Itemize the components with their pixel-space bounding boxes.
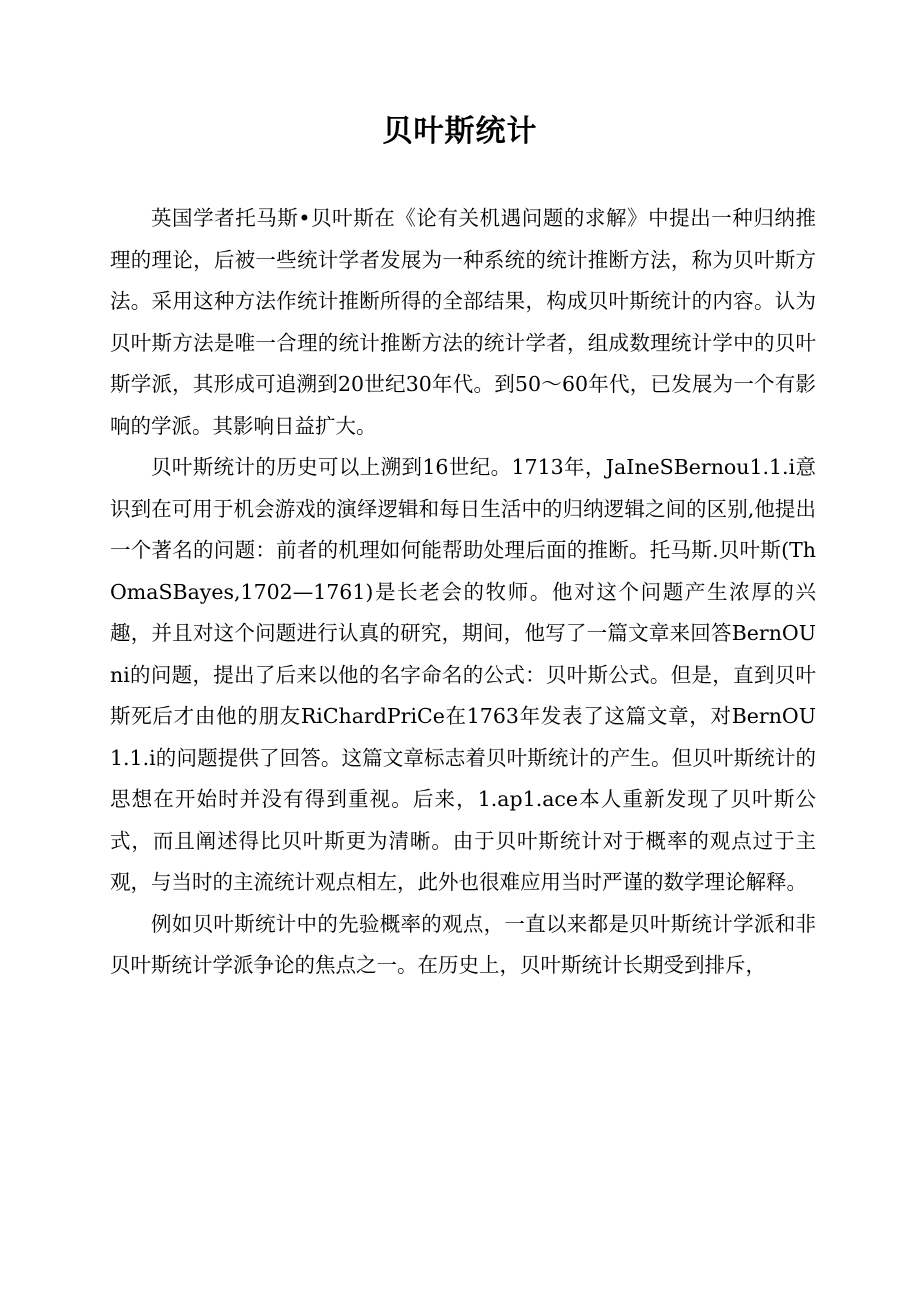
paragraph-prior-debate: 例如贝叶斯统计中的先验概率的观点，一直以来都是贝叶斯统计学派和非贝叶斯统计学派争论的焦点之一。在历史上，贝叶斯统计长期受到排斥， — [110, 911, 816, 977]
document-body — [110, 198, 816, 987]
paragraph-history: 贝叶斯统计的历史可以上溯到16世纪。1713年，JaIneSBernou1.1.i意识到在可用于机会游戏的演绎逻辑和每日生活中的归纳逻辑之间的区别,他提出一个著名的问题：前者的机理如何能帮助处理后面的推断。托马斯.贝叶斯(ThOmaSBayes,1702—1761)是长老会的牧师。他对这个问题产生浓厚的兴趣，并且对这个问题进行认真的研究，期间，他写了一篇文章来回答BernOUni的问题，提出了后来以他的名字命名的公式：贝叶斯公式。但是，直到贝叶斯死后才由他的朋友RiChardPriCe在1763年发表了这篇文章，对BernOU1.1.i的问题提供了回答。这篇文章标志着贝叶斯统计的产生。但贝叶斯统计的思想在开始时并没有得到重视。后来，1.ap1.ace本人重新发现了贝叶斯公式，而且阐述得比贝叶斯更为清晰。由于贝叶斯统计对于概率的观点过于主观，与当时的主流统计观点相左，此外也很难应用当时严谨的数学理论解释。 — [110, 455, 816, 894]
paragraph-intro: 英国学者托马斯•贝叶斯在《论有关机遇问题的求解》中提出一种归纳推理的理论，后被一些统计学者发展为一种系统的统计推断方法，称为贝叶斯方法。采用这种方法作统计推断所得的全部结果，构成贝叶斯统计的内容。认为贝叶斯方法是唯一合理的统计推断方法的统计学者，组成数理统计学中的贝叶斯学派，其形成可追溯到20世纪30年代。到50～60年代，已发展为一个有影响的学派。其影响日益扩大。 — [110, 206, 816, 438]
page-title: 贝叶斯统计 — [382, 114, 538, 149]
